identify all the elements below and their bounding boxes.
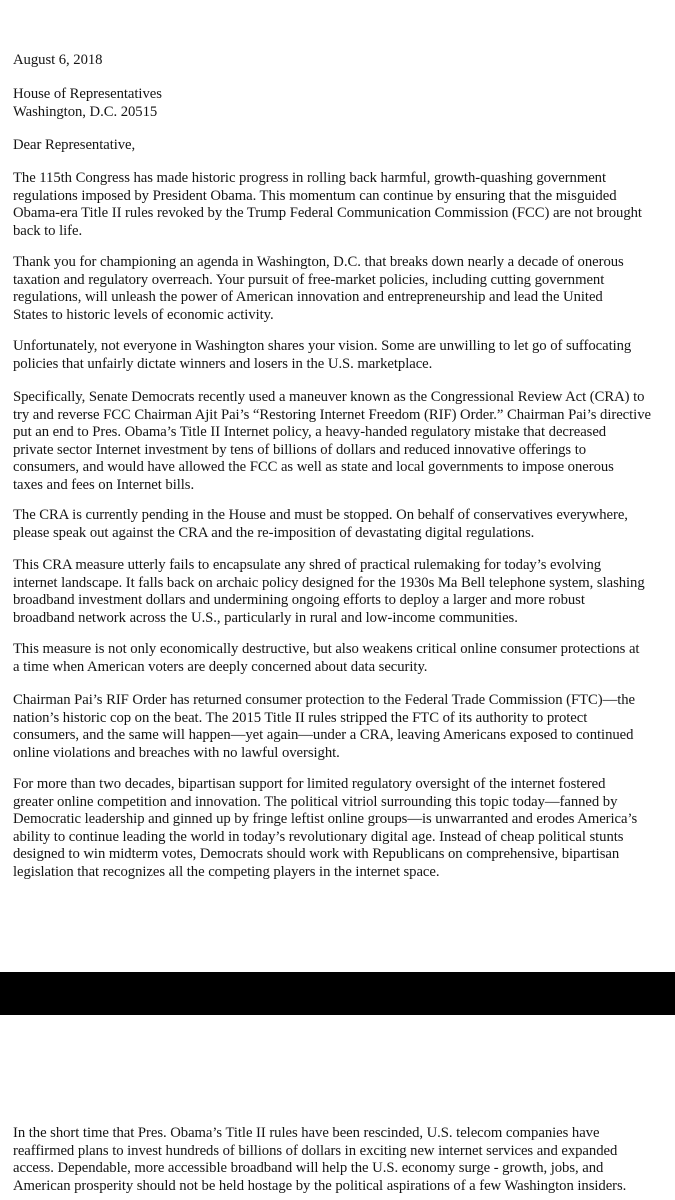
letter-salutation: Dear Representative, bbox=[13, 137, 136, 153]
paragraph-8: Chairman Pai’s RIF Order has returned consumer protection to the Federal Trade Commission (FTC)—the nation’s historic cop on the beat. The 2015 Title II rules stripped the FTC of its authority to protect consumers, and the same will happen—yet again—under a CRA, leaving Americans exposed to continued online violations and breaches with no lawful oversight. bbox=[13, 692, 636, 761]
letter-date: August 6, 2018 bbox=[13, 52, 103, 68]
paragraph-4: Specifically, Senate Democrats recently used a maneuver known as the Congressional Review Act (CRA) to try and reverse FCC Chairman Ajit Pai’s “Restoring Internet Freedom (RIF) Order.” Chairman Pai’s directive put an end to Pres. Obama’s Title II Internet policy, a heavy-handed regulatory mistake that decreased private sector Internet investment by tens of billions of dollars and reduced innovative offerings to consumers, and would have allowed the FCC as well as state and local governments to impose onerous taxes and fees on Internet bills. bbox=[13, 389, 651, 493]
paragraph-6: This CRA measure utterly fails to encapsulate any shred of practical rulemaking for today’s evolving internet landscape. It falls back on archaic policy designed for the 1930s Ma Bell telephone system, slashing broadband investment dollars and undermining ongoing efforts to deploy a larger and more robust broadband network across the U.S., particularly in rural and low-income communities. bbox=[13, 557, 645, 626]
letter-recipient: House of Representatives Washington, D.C. 20515 bbox=[13, 86, 162, 120]
paragraph-1: The 115th Congress has made historic progress in rolling back harmful, growth-quashing government regulations imposed by President Obama. This momentum can continue by ensuring that the misguided Obama-era Title II rules revoked by the Trump Federal Communication Commission (FCC) are not brought back to life. bbox=[13, 170, 642, 239]
paragraph-10: In the short time that Pres. Obama’s Title II rules have been rescinded, U.S. telecom companies have reaffirmed plans to invest hundreds of billions of dollars in exciting new internet services and expanded access. Dependable, more accessible broadband will help the U.S. economy surge - growth, jobs, and American prosperity should not be held hostage by the political aspirations of a few Washington insiders. bbox=[13, 1125, 627, 1194]
paragraph-5: The CRA is currently pending in the House and must be stopped. On behalf of conservatives everywhere, please speak out against the CRA and the re-imposition of devastating digital regulations. bbox=[13, 507, 628, 541]
paragraph-7: This measure is not only economically destructive, but also weakens critical online consumer protections at a time when American voters are deeply concerned about data security. bbox=[13, 641, 640, 675]
page-break-bar bbox=[0, 972, 675, 1015]
paragraph-2: Thank you for championing an agenda in Washington, D.C. that breaks down nearly a decade of onerous taxation and regulatory overreach. Your pursuit of free-market policies, including cutting government regulations, will unleash the power of American innovation and entrepreneurship and lead the United States to historic levels of economic activity. bbox=[13, 254, 624, 323]
paragraph-9: For more than two decades, bipartisan support for limited regulatory oversight of the internet fostered greater online competition and innovation. The political vitriol surrounding this topic today—fanned by Democratic leadership and ginned up by fringe leftist online groups—is unwarranted and erodes America’s ability to continue leading the world in today’s revolutionary digital age. Instead of cheap political stunts designed to win midterm votes, Democrats should work with Republicans on comprehensive, bipartisan legislation that recognizes all the competing players in the internet space. bbox=[13, 776, 638, 880]
letter-page-2 bbox=[0, 1015, 675, 1200]
paragraph-3: Unfortunately, not everyone in Washington shares your vision. Some are unwilling to let go of suffocating policies that unfairly dictate winners and losers in the U.S. marketplace. bbox=[13, 338, 632, 372]
